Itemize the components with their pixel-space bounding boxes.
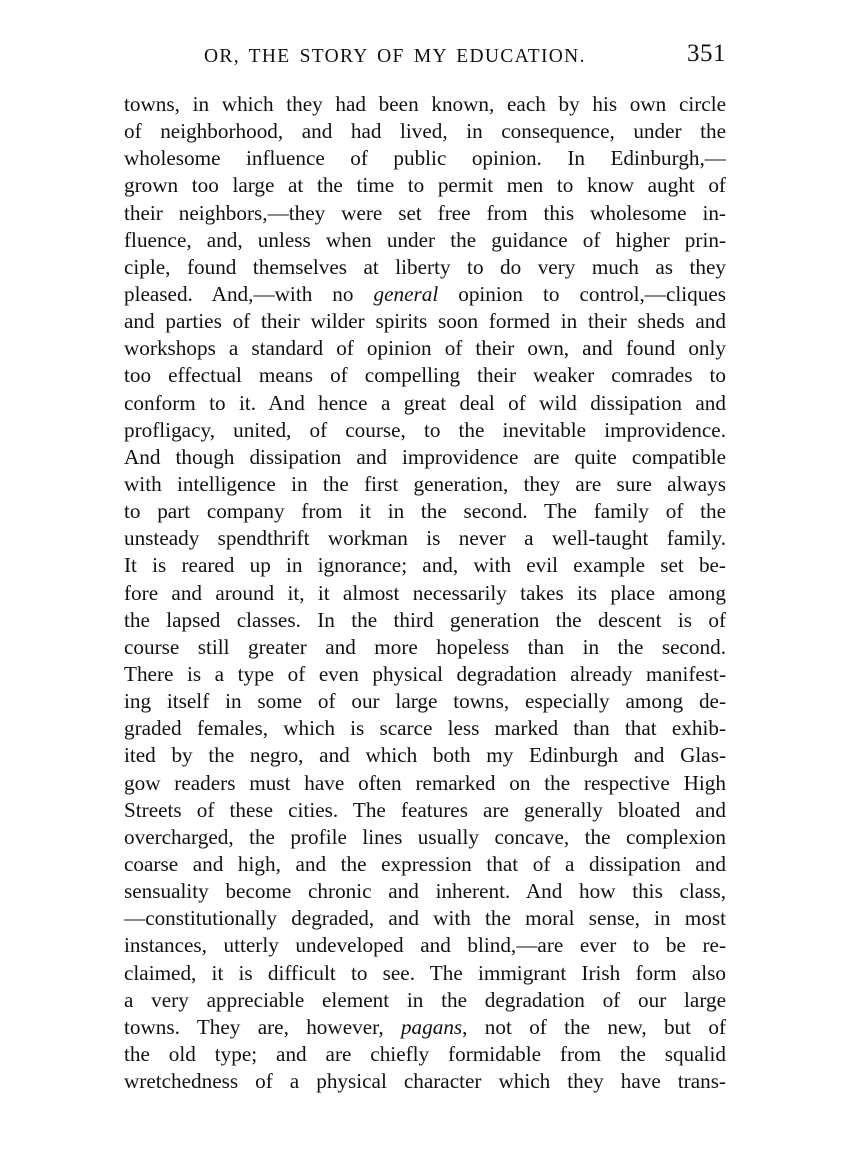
text-line: to part company from it in the second. The family of the <box>124 499 726 524</box>
text-line: ciple, found themselves at liberty to do very much as they <box>124 254 726 279</box>
text-line: It is reared up in ignorance; and, with evil example set be- <box>124 553 726 578</box>
text-line: workshops a standard of opinion of their own, and found only <box>124 336 726 361</box>
text-line: towns. They are, however, pagans, not of the new, but of <box>124 1014 726 1039</box>
text-line: overcharged, the profile lines usually concave, the complexion <box>124 824 726 849</box>
text-line: the old type; and are chiefly formidable from the squalid <box>124 1041 726 1066</box>
text-line: There is a type of even physical degradation already manifest- <box>124 661 726 686</box>
text-line: a very appreciable element in the degradation of our large <box>124 987 726 1012</box>
body-text <box>124 91 726 1095</box>
running-head: OR, THE STORY OF MY EDUCATION. <box>204 46 586 67</box>
text-line: unsteady spendthrift workman is never a well-taught family. <box>124 526 726 551</box>
text-line: coarse and high, and the expression that of a dissipation and <box>124 851 726 876</box>
text-line: the lapsed classes. In the third generation the descent is of <box>124 607 726 632</box>
text-line: Streets of these cities. The features are generally bloated and <box>124 797 726 822</box>
text-line: with intelligence in the first generation, they are sure always <box>124 471 726 496</box>
text-line: profligacy, united, of course, to the inevitable improvidence. <box>124 417 726 442</box>
text-line: instances, utterly undeveloped and blind,—are ever to be re- <box>124 933 726 958</box>
page-number: 351 <box>687 40 726 67</box>
text-line: grown too large at the time to permit men to know aught of <box>124 173 726 198</box>
text-line: wretchedness of a physical character which they have trans- <box>124 1069 726 1094</box>
text-line: fore and around it, it almost necessarily takes its place among <box>124 580 726 605</box>
text-line: towns, in which they had been known, each by his own circle <box>124 92 726 116</box>
text-line: And though dissipation and improvidence are quite compatible <box>124 444 726 469</box>
text-line: their neighbors,—they were set free from this wholesome in- <box>124 200 726 225</box>
text-line: —constitutionally degraded, and with the moral sense, in most <box>124 906 726 931</box>
text-line: and parties of their wilder spirits soon formed in their sheds and <box>124 309 726 334</box>
text-line: graded females, which is scarce less marked than that exhib- <box>124 716 726 741</box>
text-line: too effectual means of compelling their weaker comrades to <box>124 363 726 388</box>
text-line: pleased. And,—with no general opinion to control,—cliques <box>124 281 726 306</box>
text-line: ited by the negro, and which both my Edinburgh and Glas- <box>124 743 726 768</box>
text-line: fluence, and, unless when under the guidance of higher prin- <box>124 227 726 252</box>
text-line: wholesome influence of public opinion. In Edinburgh,— <box>124 146 726 171</box>
text-line: gow readers must have often remarked on the respective High <box>124 770 726 795</box>
text-line: ing itself in some of our large towns, especially among de- <box>124 689 726 714</box>
text-line: of neighborhood, and had lived, in consequence, under the <box>124 119 726 144</box>
text-line: course still greater and more hopeless than in the second. <box>124 634 726 659</box>
text-line: conform to it. And hence a great deal of wild dissipation and <box>124 390 726 415</box>
text-line: claimed, it is difficult to see. The immigrant Irish form also <box>124 960 726 985</box>
text-line: sensuality become chronic and inherent. And how this class, <box>124 879 726 904</box>
page-header <box>124 40 726 76</box>
